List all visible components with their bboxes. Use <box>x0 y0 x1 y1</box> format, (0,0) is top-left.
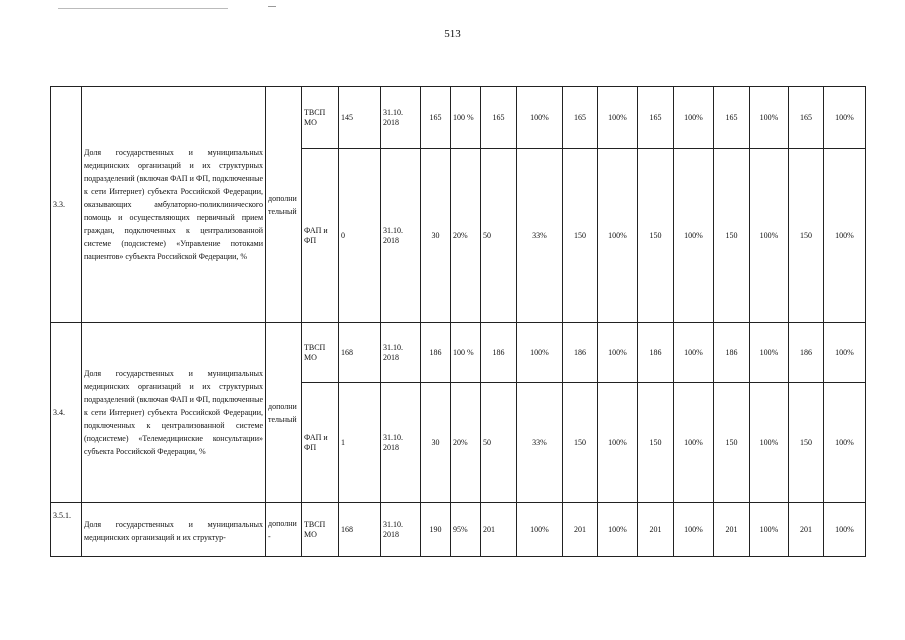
base-value: 145 <box>339 87 381 149</box>
value-cell: 165 <box>481 87 517 149</box>
value-cell: 50 <box>481 149 517 323</box>
org-type: ТВСП МО <box>302 87 339 149</box>
value-cell: 100 % <box>451 87 481 149</box>
value-cell: 201 <box>638 503 674 557</box>
value-cell: 100% <box>517 87 563 149</box>
indicator-description: Доля государственных и муниципальных медицинских организаций и их структурных подразделений (включая ФАП и ФП, подключенные к сети Интернет) субъекта Российской Федерации, оказывающих амбулаторно-поликлинического помощь и осуществляющих первичный прием граждан, подключенных к централизованной системе (подсистеме) «Управление потоками пациентов» субъекта Российской Федерации, % <box>82 87 266 323</box>
value-cell: 201 <box>714 503 750 557</box>
value-cell: 100% <box>674 87 714 149</box>
value-cell: 186 <box>421 323 451 383</box>
indicator-description: Доля государственных и муниципальных медицинских организаций и их структурных подразделений (включая ФАП и ФП, подключенные к сети Интернет) субъекта Российской Федерации, подключенных к централизованной системе (подсистеме) «Телемедицинские консультации» субъекта Российской Федерации, % <box>82 323 266 503</box>
row-number: 3.5.1. <box>51 503 82 557</box>
value-cell: 30 <box>421 383 451 503</box>
value-cell: 150 <box>563 149 598 323</box>
indicator-description: Доля государственных и муниципальных медицинских организаций и их структур- <box>82 503 266 557</box>
value-cell: 165 <box>789 87 824 149</box>
value-cell: 100% <box>750 87 789 149</box>
row-number: 3.3. <box>51 87 82 323</box>
value-cell: 165 <box>714 87 750 149</box>
value-cell: 100% <box>750 383 789 503</box>
value-cell: 165 <box>638 87 674 149</box>
value-cell: 100% <box>517 323 563 383</box>
value-cell: 100% <box>674 503 714 557</box>
value-cell: 186 <box>638 323 674 383</box>
base-value: 1 <box>339 383 381 503</box>
org-type: ФАП и ФП <box>302 383 339 503</box>
indicator-table <box>50 86 866 557</box>
value-cell: 20% <box>451 383 481 503</box>
value-cell: 100% <box>750 323 789 383</box>
value-cell: 150 <box>714 383 750 503</box>
value-cell: 100% <box>674 383 714 503</box>
org-type: ТВСП МО <box>302 323 339 383</box>
value-cell: 100% <box>674 149 714 323</box>
base-value: 0 <box>339 149 381 323</box>
value-cell: 100% <box>824 87 866 149</box>
value-cell: 100% <box>824 503 866 557</box>
value-cell: 100% <box>598 87 638 149</box>
value-cell: 150 <box>789 149 824 323</box>
page-number: 513 <box>444 28 461 40</box>
value-cell: 150 <box>638 383 674 503</box>
value-cell: 95% <box>451 503 481 557</box>
org-type: ТВСП МО <box>302 503 339 557</box>
value-cell: 201 <box>563 503 598 557</box>
value-cell: 100% <box>598 323 638 383</box>
value-cell: 201 <box>789 503 824 557</box>
value-cell: 20% <box>451 149 481 323</box>
value-cell: 150 <box>789 383 824 503</box>
indicator-type: дополнительный <box>266 87 302 323</box>
table-row <box>51 503 866 557</box>
base-value: 168 <box>339 323 381 383</box>
base-date: 31.10. 2018 <box>381 503 421 557</box>
value-cell: 33% <box>517 149 563 323</box>
value-cell: 165 <box>421 87 451 149</box>
base-value: 168 <box>339 503 381 557</box>
value-cell: 30 <box>421 149 451 323</box>
value-cell: 100% <box>517 503 563 557</box>
value-cell: 150 <box>563 383 598 503</box>
value-cell: 100% <box>750 149 789 323</box>
indicator-type: дополни- <box>266 503 302 557</box>
value-cell: 100% <box>598 503 638 557</box>
base-date: 31.10. 2018 <box>381 383 421 503</box>
header-mark <box>268 6 276 7</box>
table-row <box>51 87 866 149</box>
value-cell: 33% <box>517 383 563 503</box>
value-cell: 100% <box>824 323 866 383</box>
value-cell: 165 <box>563 87 598 149</box>
value-cell: 100% <box>598 149 638 323</box>
indicator-type: дополнительный <box>266 323 302 503</box>
value-cell: 100 % <box>451 323 481 383</box>
value-cell: 186 <box>789 323 824 383</box>
value-cell: 100% <box>824 149 866 323</box>
row-number: 3.4. <box>51 323 82 503</box>
org-type: ФАП и ФП <box>302 149 339 323</box>
base-date: 31.10. 2018 <box>381 87 421 149</box>
value-cell: 186 <box>481 323 517 383</box>
base-date: 31.10. 2018 <box>381 149 421 323</box>
value-cell: 100% <box>674 323 714 383</box>
value-cell: 190 <box>421 503 451 557</box>
value-cell: 100% <box>750 503 789 557</box>
value-cell: 100% <box>598 383 638 503</box>
value-cell: 150 <box>638 149 674 323</box>
value-cell: 186 <box>714 323 750 383</box>
table-row <box>51 323 866 383</box>
value-cell: 186 <box>563 323 598 383</box>
value-cell: 50 <box>481 383 517 503</box>
value-cell: 201 <box>481 503 517 557</box>
value-cell: 100% <box>824 383 866 503</box>
header-rule <box>58 8 228 9</box>
value-cell: 150 <box>714 149 750 323</box>
base-date: 31.10. 2018 <box>381 323 421 383</box>
